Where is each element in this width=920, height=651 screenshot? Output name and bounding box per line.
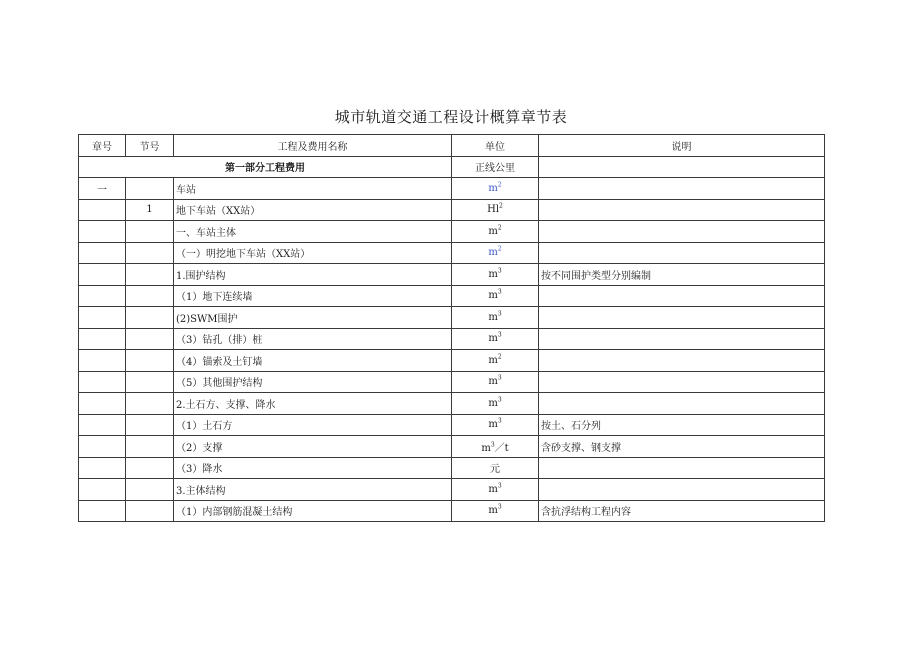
cell-item-name: (2)SWM围护 <box>174 307 452 329</box>
unit-suffix: ／t <box>494 442 509 454</box>
cell-section <box>126 178 174 200</box>
cell-chapter <box>79 350 126 372</box>
cell-chapter <box>79 457 126 479</box>
unit-base: m <box>488 268 498 280</box>
cell-item-name: 一、车站主体 <box>174 221 452 243</box>
cell-chapter <box>79 199 126 221</box>
cell-chapter <box>79 307 126 329</box>
cell-chapter <box>79 371 126 393</box>
cell-note <box>539 457 825 479</box>
cell-unit <box>452 242 539 264</box>
cell-item-name: （1）土石方 <box>174 414 452 436</box>
cell-unit <box>452 350 539 372</box>
cell-section <box>126 307 174 329</box>
table-row <box>79 350 825 372</box>
cell-note: 含抗浮结构工程内容 <box>539 500 825 522</box>
unit-base: m <box>488 333 498 345</box>
part-heading-name: 第一部分工程费用 <box>79 156 452 178</box>
cell-note <box>539 328 825 350</box>
cell-unit <box>452 221 539 243</box>
unit-base: m <box>488 247 498 259</box>
cell-note <box>539 307 825 329</box>
cell-chapter <box>79 328 126 350</box>
table-header-row <box>79 135 825 157</box>
cell-section <box>126 436 174 458</box>
cell-item-name: （1）内部钢筋混凝土结构 <box>174 500 452 522</box>
unit-base: Hl <box>487 204 500 216</box>
cell-unit <box>452 479 539 501</box>
unit-base: m <box>488 182 498 194</box>
table-row <box>79 285 825 307</box>
unit-base: m <box>488 225 498 237</box>
unit-base: 元 <box>490 464 500 476</box>
cell-chapter <box>79 221 126 243</box>
cell-chapter <box>79 264 126 286</box>
cell-section: 1 <box>126 199 174 221</box>
table-row <box>79 414 825 436</box>
unit-exponent: 2 <box>497 181 502 189</box>
part-heading-row <box>79 156 825 178</box>
cell-chapter <box>79 414 126 436</box>
unit-exponent: 3 <box>497 310 502 318</box>
cell-chapter <box>79 479 126 501</box>
table-row <box>79 479 825 501</box>
cell-unit <box>452 436 539 458</box>
cell-section <box>126 371 174 393</box>
unit-exponent: 3 <box>497 267 502 275</box>
unit-exponent: 2 <box>497 245 502 253</box>
unit-exponent: 3 <box>497 288 502 296</box>
cell-chapter <box>79 393 126 415</box>
cell-section <box>126 457 174 479</box>
cell-unit <box>452 199 539 221</box>
cell-unit <box>452 457 539 479</box>
cell-item-name: （1）地下连续墙 <box>174 285 452 307</box>
table-row <box>79 221 825 243</box>
cell-item-name: （3）钻孔（排）桩 <box>174 328 452 350</box>
part-heading-note <box>539 156 825 178</box>
header-name: 工程及费用名称 <box>174 135 452 157</box>
unit-exponent: 3 <box>490 441 495 449</box>
cell-note: 含砂支撑、钢支撑 <box>539 436 825 458</box>
cell-note <box>539 285 825 307</box>
cell-note <box>539 371 825 393</box>
cell-section <box>126 500 174 522</box>
cell-item-name: 车站 <box>174 178 452 200</box>
document-title: 城市轨道交通工程设计概算章节表 <box>334 108 568 126</box>
cell-item-name: （2）支撑 <box>174 436 452 458</box>
table-row <box>79 199 825 221</box>
budget-chapter-table <box>78 134 825 522</box>
cell-note <box>539 479 825 501</box>
cell-section <box>126 479 174 501</box>
unit-base: m <box>488 419 498 431</box>
header-section: 节号 <box>126 135 174 157</box>
cell-note <box>539 221 825 243</box>
table-row <box>79 371 825 393</box>
unit-base: m <box>488 354 498 366</box>
unit-base: m <box>488 376 498 388</box>
unit-exponent: 3 <box>497 396 502 404</box>
unit-exponent: 2 <box>497 353 502 361</box>
cell-item-name: （3）降水 <box>174 457 452 479</box>
unit-exponent: 3 <box>497 417 502 425</box>
cell-section <box>126 414 174 436</box>
cell-unit <box>452 328 539 350</box>
cell-section <box>126 393 174 415</box>
cell-note <box>539 242 825 264</box>
table-row <box>79 307 825 329</box>
cell-section <box>126 350 174 372</box>
cell-item-name: （一）明挖地下车站（XX站） <box>174 242 452 264</box>
table-row <box>79 393 825 415</box>
cell-section <box>126 221 174 243</box>
cell-unit <box>452 414 539 436</box>
unit-exponent: 3 <box>497 331 502 339</box>
cell-section <box>126 242 174 264</box>
cell-note <box>539 350 825 372</box>
table-row <box>79 264 825 286</box>
cell-item-name: 1.围护结构 <box>174 264 452 286</box>
table-row <box>79 328 825 350</box>
table-row <box>79 500 825 522</box>
unit-base: m <box>481 442 491 454</box>
cell-section <box>126 285 174 307</box>
cell-note: 按土、石分列 <box>539 414 825 436</box>
table-row <box>79 436 825 458</box>
cell-chapter <box>79 500 126 522</box>
unit-base: m <box>488 311 498 323</box>
cell-note: 按不同围护类型分别编制 <box>539 264 825 286</box>
cell-item-name: 3.主体结构 <box>174 479 452 501</box>
cell-unit <box>452 500 539 522</box>
cell-item-name: 地下车站（XX站） <box>174 199 452 221</box>
unit-base: m <box>488 505 498 517</box>
table-row <box>79 242 825 264</box>
header-note: 说明 <box>539 135 825 157</box>
unit-base: m <box>488 483 498 495</box>
cell-chapter <box>79 436 126 458</box>
cell-unit <box>452 264 539 286</box>
cell-chapter: 一 <box>79 178 126 200</box>
unit-base: m <box>488 290 498 302</box>
table-row <box>79 457 825 479</box>
header-chapter: 章号 <box>79 135 126 157</box>
table-row <box>79 178 825 200</box>
unit-exponent: 2 <box>499 202 503 210</box>
cell-note <box>539 393 825 415</box>
cell-unit <box>452 285 539 307</box>
header-unit: 单位 <box>452 135 539 157</box>
cell-note <box>539 199 825 221</box>
cell-item-name: 2.土石方、支撑、降水 <box>174 393 452 415</box>
unit-exponent: 3 <box>497 503 502 511</box>
cell-chapter <box>79 285 126 307</box>
cell-unit <box>452 371 539 393</box>
unit-exponent: 3 <box>497 374 502 382</box>
cell-note <box>539 178 825 200</box>
cell-item-name: （4）锚索及土钉墙 <box>174 350 452 372</box>
unit-exponent: 2 <box>497 224 502 232</box>
cell-section <box>126 328 174 350</box>
unit-base: m <box>488 397 498 409</box>
cell-unit <box>452 393 539 415</box>
unit-exponent: 3 <box>497 482 502 490</box>
cell-unit <box>452 178 539 200</box>
cell-chapter <box>79 242 126 264</box>
cell-item-name: （5）其他围护结构 <box>174 371 452 393</box>
cell-section <box>126 264 174 286</box>
part-heading-unit: 正线公里 <box>452 156 539 178</box>
cell-unit <box>452 307 539 329</box>
